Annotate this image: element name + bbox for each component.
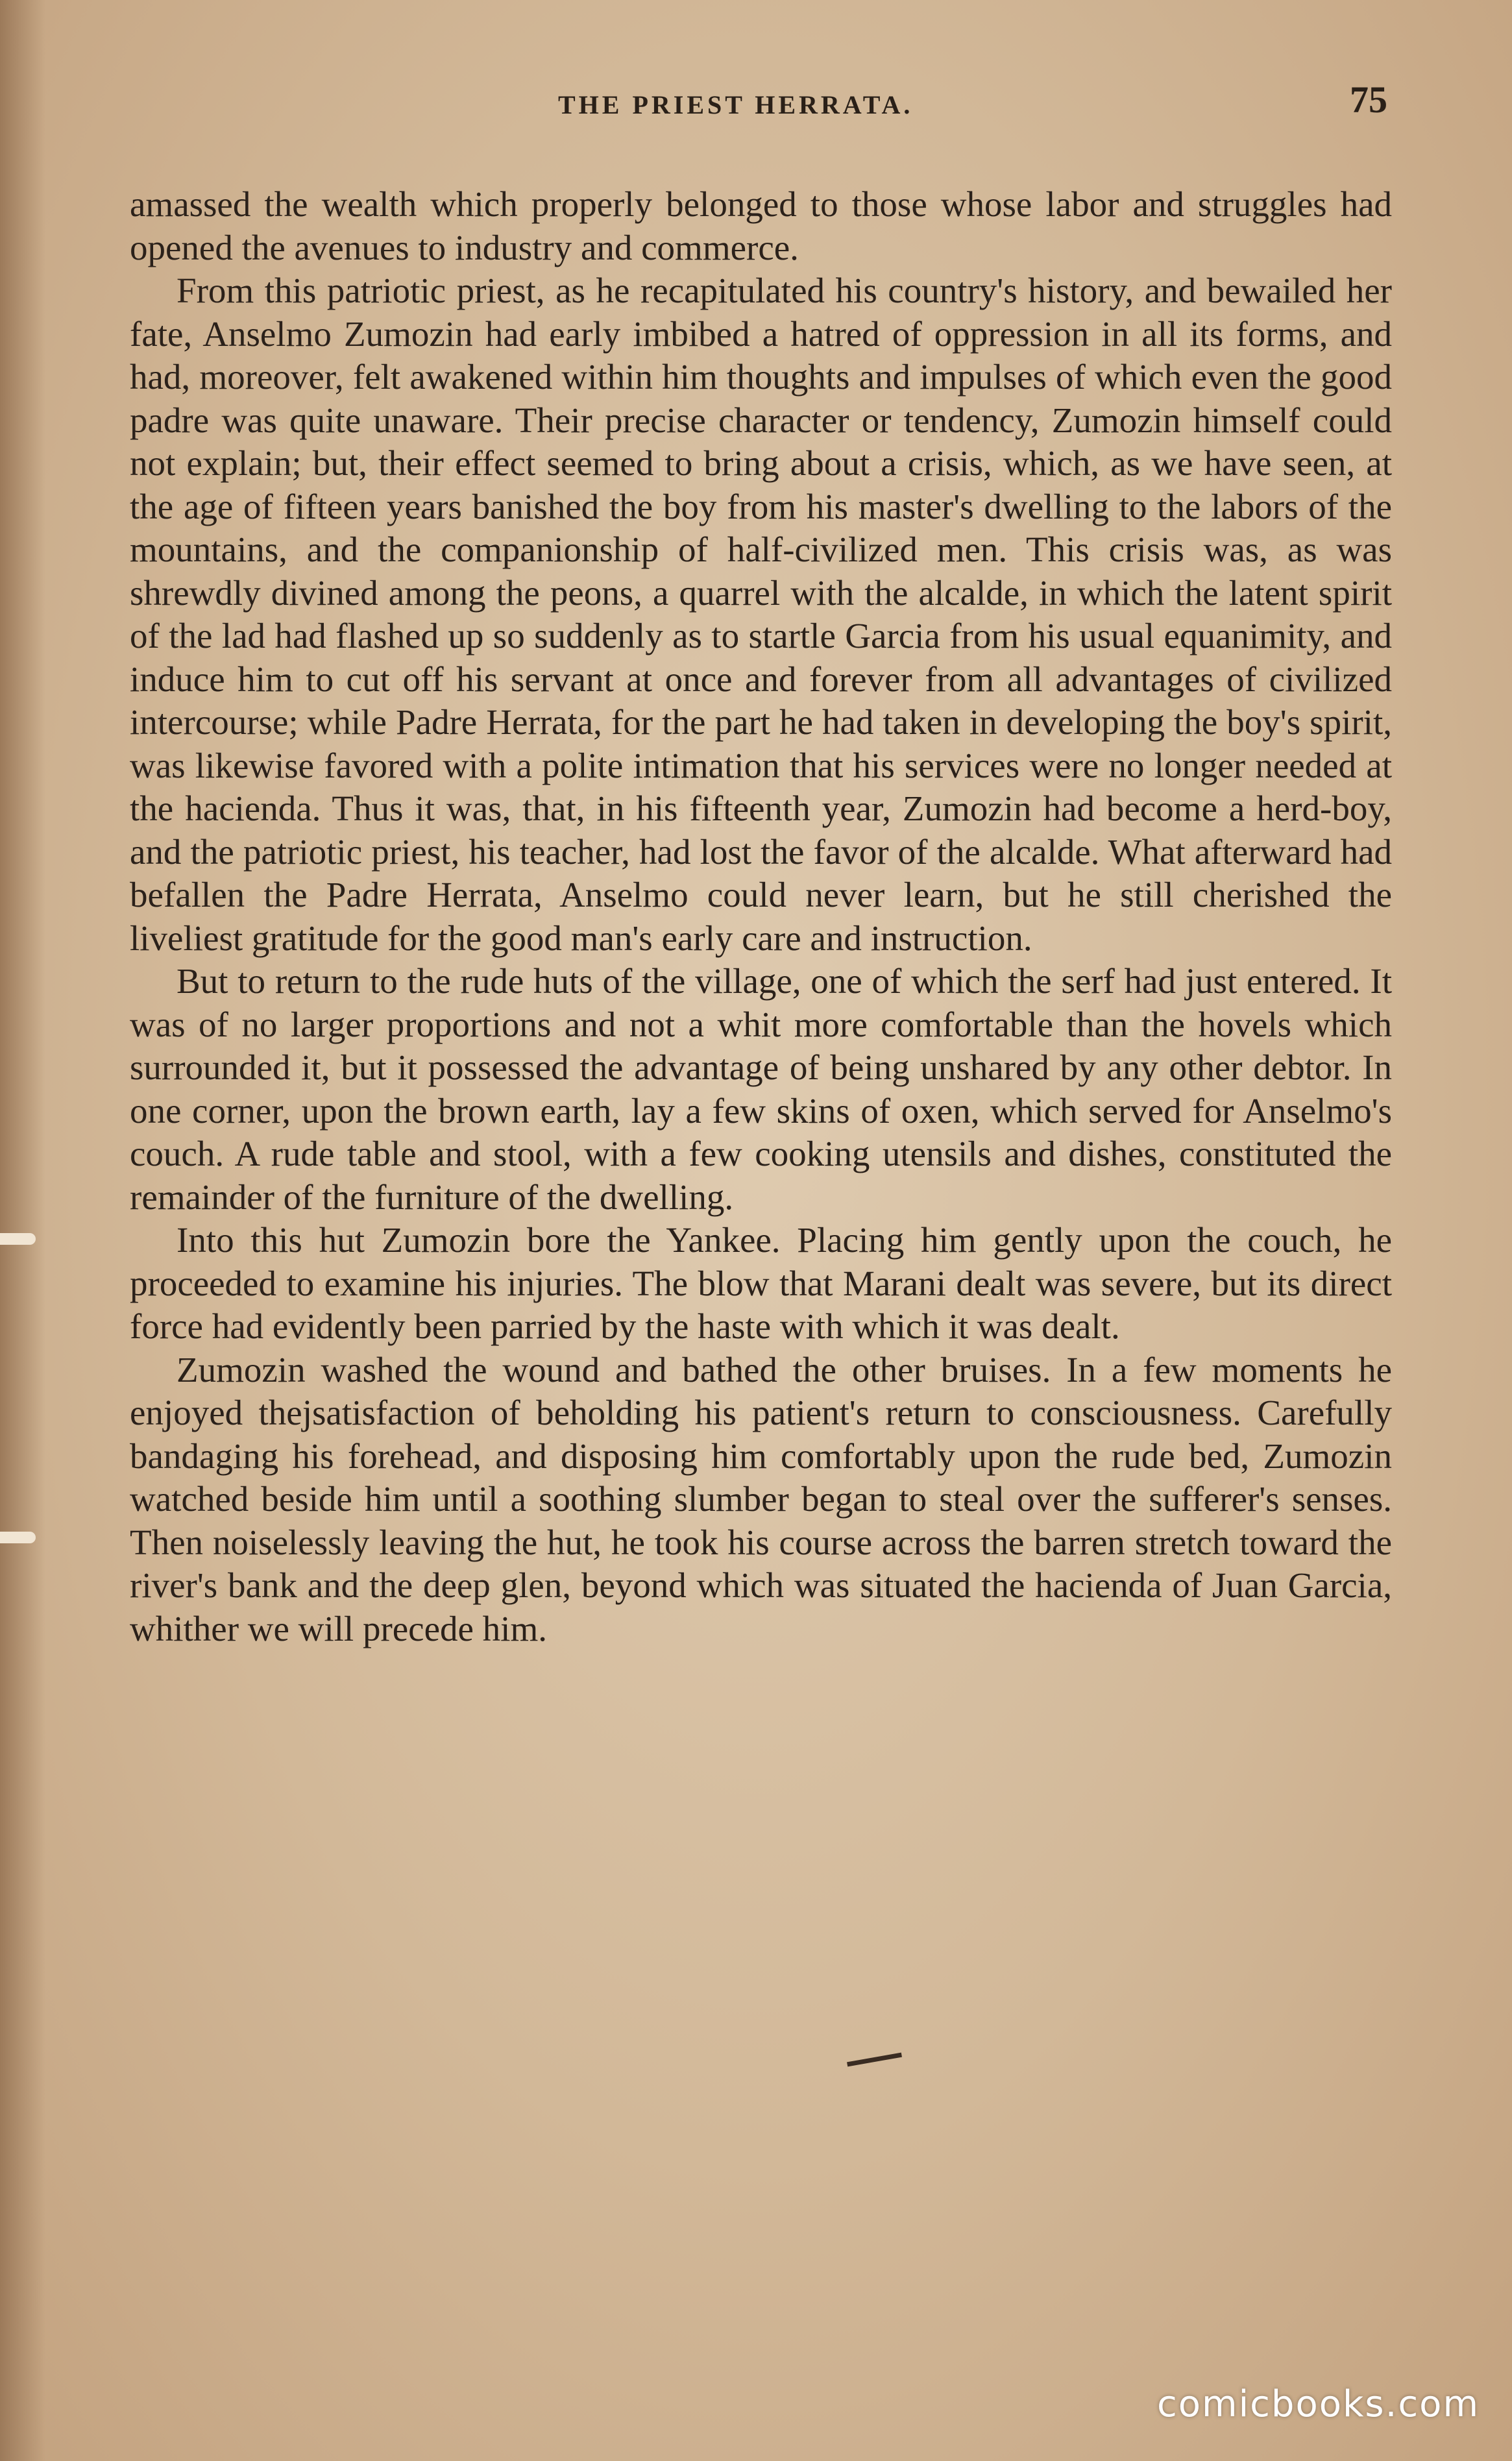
watermark: comicbooks.com: [1156, 2383, 1480, 2425]
page-edge-tear: [0, 1532, 36, 1543]
paragraph-1: amassed the wealth which properly belonged to those whose labor and struggles had opened the avenues to industry and commerce.: [130, 184, 1392, 267]
paragraph-5: Zumozin washed the wound and bathed the other bruises. In a few moments he enjoyed thejsatisfaction of beholding his patient's return to consciousness. Carefully bandaging his forehead, and disposing him comfortably upon the rude bed, Zumozin watched beside him until a soothing slumber began to steal over the sufferer's senses. Then noiselessly leaving the hut, he took his course across the barren stretch toward the river's bank and the deep glen, beyond which was situated the hacienda of Juan Garcia, whither we will precede him.: [130, 1349, 1392, 1648]
body-text: [130, 183, 1392, 1650]
page-number: 75: [1350, 79, 1387, 121]
running-head-title: THE PRIEST HERRATA.: [558, 90, 914, 119]
paragraph-2: From this patriotic priest, as he recapitulated his country's history, and bewailed her fate, Anselmo Zumozin had early imbibed a hatred of oppression in all its forms, and had, moreover, felt awakened within him thoughts and impulses of which even the good padre was quite unaware. Their precise character or tendency, Zumozin himself could not explain; but, their effect seemed to bring about a crisis, which, as we have seen, at the age of fifteen years banished the boy from his master's dwelling to the labors of the mountains, and the companionship of half-civilized men. This crisis was, as was shrewdly divined among the peons, a quarrel with the alcalde, in which the latent spirit of the lad had flashed up so suddenly as to startle Garcia from his usual equanimity, and induce him to cut off his servant at once and forever from all advantages of civilized intercourse; while Padre Herrata, for the part he had taken in developing the boy's spirit, was likewise favored with a polite intimation that his services were no longer needed at the hacienda. Thus it was, that, in his fifteenth year, Zumozin had become a herd-boy, and the patriotic priest, his teacher, had lost the favor of the alcalde. What afterward had befallen the Padre Herrata, Anselmo could never learn, but he still cherished the liveliest gratitude for the good man's early care and instruction.: [130, 271, 1392, 958]
paragraph-3: But to return to the rude huts of the village, one of which the serf had just entered. It was of no larger proportions and not a whit more comfortable than the hovels which surrounded it, but it possessed the advantage of being unshared by any other debtor. In one corner, upon the brown earth, lay a few skins of oxen, which served for Anselmo's couch. A rude table and stool, with a few cooking utensils and dishes, constituted the remainder of the furniture of the dwelling.: [130, 961, 1392, 1217]
page-edge-tear: [0, 1233, 36, 1245]
end-dash-mark: [847, 2053, 902, 2067]
paragraph-4: Into this hut Zumozin bore the Yankee. Placing him gently upon the couch, he proceeded to examine his injuries. The blow that Marani dealt was severe, but its direct force had evidently been parried by the haste with which it was dealt.: [130, 1220, 1392, 1346]
page-edge-shadow: [0, 0, 45, 2461]
